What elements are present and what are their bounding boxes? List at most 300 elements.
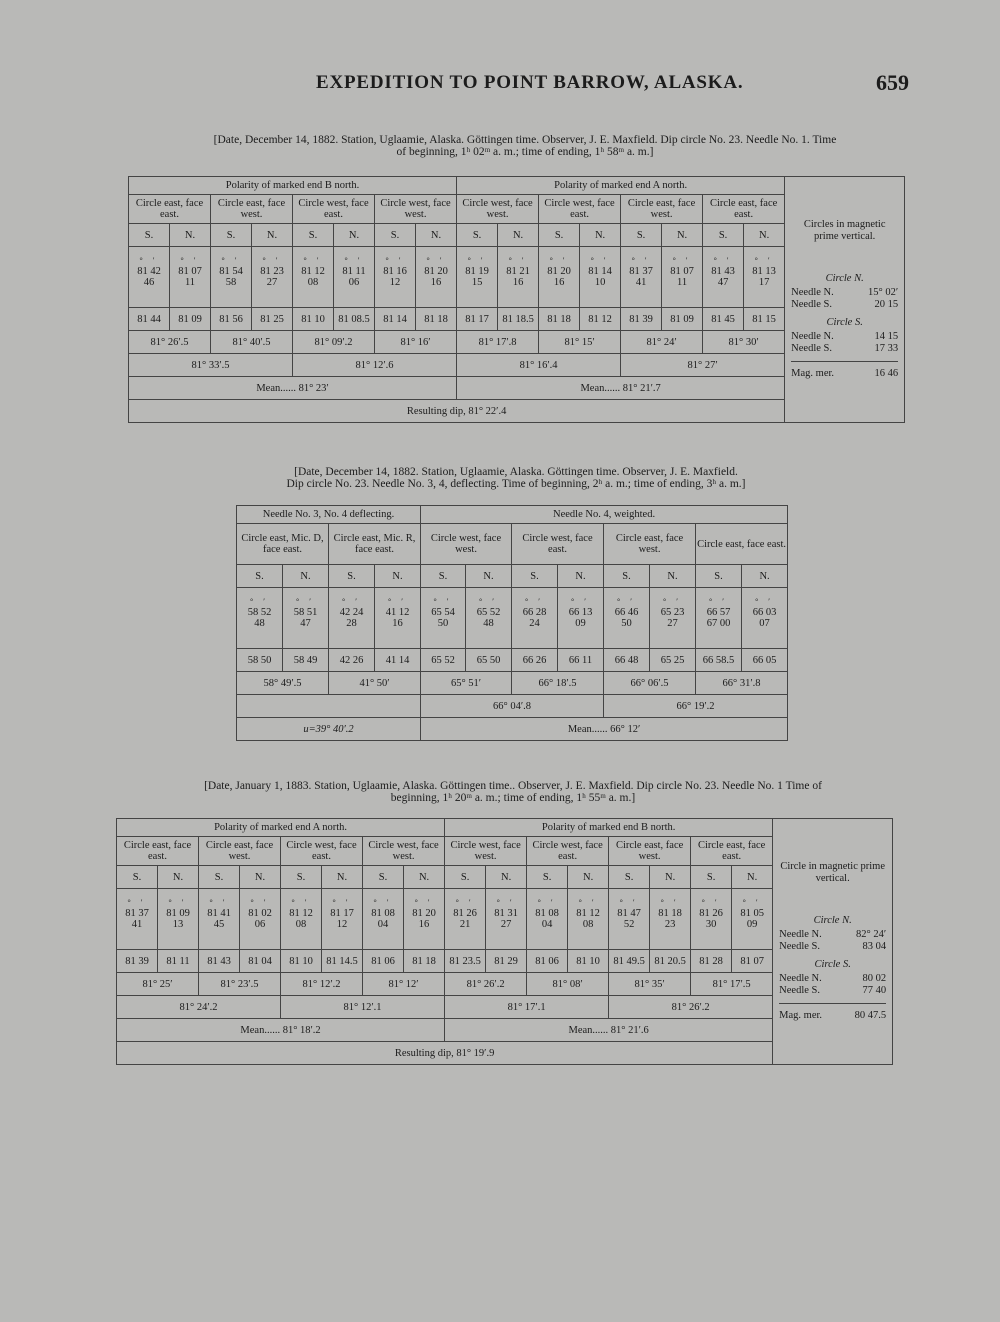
raw-reading-top: 41 12: [385, 607, 410, 618]
raw-reading-top: 81 18: [658, 908, 682, 919]
raw-reading-top: 81 54: [219, 266, 243, 277]
side-label: Needle N.: [791, 287, 834, 298]
pair-mean: 81° 15′: [539, 331, 621, 354]
degree-minute-mark: ° ′: [373, 898, 393, 907]
raw-reading-bottom: 11: [677, 277, 688, 288]
raw-reading-cell: [170, 247, 211, 308]
sn-label: N.: [662, 224, 703, 247]
degree-minute-mark: ° ′: [168, 898, 188, 907]
raw-reading-cell: [486, 889, 527, 950]
group-header: Needle No. 3, No. 4 deflecting.: [237, 506, 421, 524]
sn-label: S.: [211, 224, 252, 247]
raw-reading-top: 65 54: [431, 607, 455, 618]
sn-label: S.: [375, 224, 416, 247]
sn-label: S.: [609, 866, 650, 889]
side-title: Circles in magnetic prime vertical.: [803, 219, 886, 242]
raw-reading-top: 81 20: [424, 266, 448, 277]
side-value: 17 33: [874, 343, 899, 354]
raw-reading-bottom: 67 00: [706, 618, 731, 629]
raw-reading-cell: [199, 889, 240, 950]
position-header: Circle east, face east.: [129, 195, 211, 224]
resulting-dip: Resulting dip, 81° 22′.4: [129, 400, 785, 423]
mean-row: [237, 718, 788, 741]
pair-mean: 66° 31′.8: [696, 672, 788, 695]
running-title: EXPEDITION TO POINT BARROW, ALASKA.: [316, 72, 744, 93]
sn-label: S.: [539, 224, 580, 247]
raw-reading-cell: [512, 588, 558, 649]
degree-minute-mark: ° ′: [332, 898, 352, 907]
position-header: Circle east, face west.: [621, 195, 703, 224]
position-header: Circle east, face east.: [117, 837, 199, 866]
sn-label: S.: [512, 565, 558, 588]
prime-vertical-panel: [773, 819, 893, 1065]
average-reading: 65 25: [650, 649, 696, 672]
raw-reading-cell: [662, 247, 703, 308]
average-reading: 81 39: [117, 950, 158, 973]
side-row: [791, 287, 898, 299]
mean-value: Mean...... 81° 21′.7: [457, 377, 785, 400]
raw-reading-cell: [281, 889, 322, 950]
raw-reading-top: 81 19: [465, 266, 489, 277]
raw-reading-cell: [498, 247, 539, 308]
raw-reading-top: 42 24: [339, 607, 364, 618]
raw-reading-top: 81 37: [125, 908, 149, 919]
raw-reading-top: 81 13: [752, 266, 776, 277]
raw-reading-top: 81 41: [207, 908, 231, 919]
resulting-dip: Resulting dip, 81° 19′.9: [117, 1042, 773, 1065]
side-row: [779, 973, 886, 985]
raw-reading-bottom: 27: [667, 618, 678, 629]
sn-label: S.: [129, 224, 170, 247]
average-reading: 81 08.5: [334, 308, 375, 331]
raw-readings-row: [237, 588, 788, 649]
position-header: Circle west, face west.: [457, 195, 539, 224]
section3-caption: [118, 780, 908, 804]
raw-reading-bottom: 07: [759, 618, 770, 629]
sn-label: S.: [293, 224, 334, 247]
raw-reading-top: 81 09: [166, 908, 190, 919]
raw-reading-top: 81 12: [576, 908, 600, 919]
degree-minute-mark: ° ′: [590, 256, 610, 265]
raw-reading-bottom: 58: [225, 277, 237, 288]
caption-line: beginning, 1ʰ 20ᵐ a. m.; time of ending, 1ʰ 55ᵐ a. m.]: [390, 792, 636, 804]
average-reading: 81 43: [199, 950, 240, 973]
sn-label: S.: [421, 565, 466, 588]
degree-minute-mark: ° ′: [221, 256, 241, 265]
side-circle-label: Circle N.: [825, 273, 864, 284]
raw-reading-bottom: 10: [594, 277, 606, 288]
side-value: 80 47.5: [854, 1010, 887, 1021]
pair-mean: 81° 17′.8: [457, 331, 539, 354]
raw-reading-cell: [375, 247, 416, 308]
raw-reading-bottom: 41: [131, 919, 143, 930]
raw-reading-top: 81 05: [740, 908, 764, 919]
side-label: Mag. mer.: [791, 368, 835, 379]
average-reading: 81 15: [744, 308, 785, 331]
raw-reading-cell: [158, 889, 199, 950]
degree-minute-mark: ° ′: [303, 256, 323, 265]
raw-reading-bottom: 06: [348, 277, 360, 288]
sn-label: N.: [334, 224, 375, 247]
degree-minute-mark: ° ′: [660, 898, 680, 907]
degree-minute-mark: ° ′: [617, 597, 636, 606]
raw-reading-cell: [117, 889, 158, 950]
position-header: Circle east, face west.: [609, 837, 691, 866]
position-header: Circle east, face east.: [696, 524, 788, 565]
page-number: 659: [876, 70, 909, 95]
raw-reading-bottom: 16: [553, 277, 565, 288]
degree-minute-mark: ° ′: [344, 256, 364, 265]
raw-reading-top: 66 46: [614, 607, 639, 618]
raw-reading-bottom: 09: [575, 618, 586, 629]
raw-reading-bottom: 16: [512, 277, 524, 288]
raw-reading-cell: [650, 889, 691, 950]
pair-mean: 41° 50′: [329, 672, 421, 695]
polarity-header: Polarity of marked end B north.: [445, 819, 773, 837]
raw-reading-top: 58 52: [247, 607, 272, 618]
raw-reading-top: 81 31: [494, 908, 518, 919]
side-row: [779, 985, 886, 997]
sn-label: N.: [650, 565, 696, 588]
degree-minute-mark: ° ′: [342, 597, 361, 606]
raw-reading-top: 65 52: [476, 607, 501, 618]
raw-reading-cell: [329, 588, 375, 649]
prime-vertical-panel: [785, 177, 905, 423]
raw-reading-top: 81 20: [412, 908, 436, 919]
raw-reading-bottom: 08: [307, 277, 319, 288]
position-header: Circle west, face east.: [512, 524, 604, 565]
side-value: 77 40: [862, 985, 887, 996]
position-header: Circle east, face east.: [691, 837, 773, 866]
position-header: Circle west, face east.: [539, 195, 621, 224]
raw-reading-bottom: 16: [392, 618, 403, 629]
raw-reading-bottom: 16: [430, 277, 442, 288]
group-header: Needle No. 4, weighted.: [421, 506, 788, 524]
position-header: Circle east, face west.: [604, 524, 696, 565]
raw-reading-cell: [539, 247, 580, 308]
raw-reading-cell: [252, 247, 293, 308]
side-label: Needle S.: [791, 299, 832, 310]
sn-label: N.: [568, 866, 609, 889]
degree-minute-mark: ° ′: [672, 256, 692, 265]
dip-table-dec-14-deflecting: [236, 505, 788, 741]
raw-reading-cell: [211, 247, 252, 308]
raw-reading-top: 81 02: [248, 908, 272, 919]
average-reading: 81 14.5: [322, 950, 363, 973]
raw-reading-bottom: 50: [437, 618, 449, 629]
degree-minute-mark: ° ′: [467, 256, 487, 265]
side-label: Needle N.: [779, 929, 822, 940]
average-reading: 81 09: [170, 308, 211, 331]
average-reading: 81 18: [539, 308, 580, 331]
raw-reading-cell: [445, 889, 486, 950]
raw-reading-top: 81 20: [547, 266, 571, 277]
average-reading: 42 26: [329, 649, 375, 672]
degree-minute-mark: ° ′: [426, 256, 446, 265]
side-label: Mag. mer.: [779, 1010, 823, 1021]
sn-label: S.: [363, 866, 404, 889]
side-value: 82° 24′: [856, 929, 887, 940]
side-row: [791, 299, 898, 311]
sn-label: S.: [457, 224, 498, 247]
side-label: Needle N.: [779, 973, 822, 984]
pair-mean: 81° 40′.5: [211, 331, 293, 354]
raw-reading-top: 81 16: [383, 266, 407, 277]
average-reading: 66 48: [604, 649, 650, 672]
sn-label: N.: [240, 866, 281, 889]
raw-reading-top: 81 43: [711, 266, 735, 277]
degree-minute-mark: ° ′: [139, 256, 159, 265]
degree-minute-mark: ° ′: [701, 898, 721, 907]
degree-minute-mark: ° ′: [663, 597, 682, 606]
quad-mean: 81° 24′.2: [117, 996, 281, 1019]
average-reading: 81 45: [703, 308, 744, 331]
sn-label: S.: [604, 565, 650, 588]
pair-mean: 81° 35′: [609, 973, 691, 996]
position-row: [237, 524, 788, 565]
pair-mean: 81° 08′: [527, 973, 609, 996]
sn-label: N.: [283, 565, 329, 588]
raw-reading-bottom: 12: [389, 277, 401, 288]
sn-label: N.: [404, 866, 445, 889]
degree-minute-mark: ° ′: [619, 898, 639, 907]
raw-reading-bottom: 15: [471, 277, 483, 288]
average-reading: 81 18: [416, 308, 457, 331]
raw-reading-bottom: 21: [459, 919, 471, 930]
average-reading: 58 50: [237, 649, 283, 672]
sn-label: S.: [527, 866, 568, 889]
pair-mean: 81° 25′: [117, 973, 199, 996]
pair-mean: 81° 30′: [703, 331, 785, 354]
side-value: 20 15: [874, 299, 899, 310]
degree-minute-mark: ° ′: [537, 898, 557, 907]
average-reading: 81 09: [662, 308, 703, 331]
raw-reading-cell: [580, 247, 621, 308]
dip-table-dec-14-needle-1: [128, 176, 905, 423]
degree-minute-mark: ° ′: [496, 898, 516, 907]
degree-minute-mark: ° ′: [755, 597, 775, 606]
sn-label: S.: [199, 866, 240, 889]
position-header: Circle west, face west.: [445, 837, 527, 866]
sn-label: S.: [445, 866, 486, 889]
mean-value: Mean...... 81° 18′.2: [117, 1019, 445, 1042]
sn-label: N.: [744, 224, 785, 247]
raw-reading-bottom: 28: [346, 618, 357, 629]
raw-reading-bottom: 41: [635, 277, 647, 288]
raw-reading-bottom: 17: [758, 277, 770, 288]
pair-mean: 81° 12′: [363, 973, 445, 996]
average-reading: 58 49: [283, 649, 329, 672]
caption-line: of beginning, 1ʰ 02ᵐ a. m.; time of ending, 1ʰ 58ᵐ a. m.]: [396, 146, 654, 158]
side-circle-label: Circle S.: [826, 317, 863, 328]
position-header: Circle west, face west.: [421, 524, 512, 565]
sn-label: N.: [558, 565, 604, 588]
side-circle-label: Circle S.: [814, 959, 851, 970]
quad-mean: 66° 04′.8: [421, 695, 604, 718]
pair-means-row: [237, 672, 788, 695]
average-reading: 66 05: [742, 649, 788, 672]
quad-mean: 81° 26′.2: [609, 996, 773, 1019]
page-header: [0, 70, 1000, 110]
average-reading: 81 10: [281, 950, 322, 973]
average-reading: 81 28: [691, 950, 732, 973]
raw-reading-top: 81 37: [629, 266, 653, 277]
mean-value: Mean...... 81° 21′.6: [445, 1019, 773, 1042]
average-reading: 81 06: [363, 950, 404, 973]
raw-reading-top: 81 42: [137, 266, 161, 277]
raw-reading-top: 58 51: [293, 607, 318, 618]
sn-label: N.: [498, 224, 539, 247]
average-reading: 65 50: [466, 649, 512, 672]
raw-reading-cell: [604, 588, 650, 649]
side-row: [791, 343, 898, 355]
pair-mean: 65° 51′: [421, 672, 512, 695]
raw-reading-bottom: 27: [500, 919, 512, 930]
side-label: Needle S.: [791, 343, 832, 354]
side-value: 83 04: [862, 941, 887, 952]
quad-mean: 81° 17′.1: [445, 996, 609, 1019]
average-reading: 81 11: [158, 950, 199, 973]
degree-minute-mark: ° ′: [388, 597, 407, 606]
pair-mean: 81° 23′.5: [199, 973, 281, 996]
raw-reading-bottom: 47: [300, 618, 311, 629]
raw-reading-cell: [732, 889, 773, 950]
pair-mean: 58° 49′.5: [237, 672, 329, 695]
sn-label: N.: [732, 866, 773, 889]
degree-minute-mark: ° ′: [127, 898, 147, 907]
degree-minute-mark: ° ′: [631, 256, 651, 265]
average-reading: 81 49.5: [609, 950, 650, 973]
average-reading: 81 06: [527, 950, 568, 973]
raw-reading-cell: [696, 588, 742, 649]
raw-reading-top: 81 08: [371, 908, 395, 919]
raw-reading-top: 81 14: [588, 266, 612, 277]
quad-mean: 81° 27′: [621, 354, 785, 377]
polarity-header: Polarity of marked end B north.: [129, 177, 457, 195]
degree-minute-mark: ° ′: [209, 898, 229, 907]
side-row: [779, 929, 886, 941]
degree-minute-mark: ° ′: [250, 597, 269, 606]
degree-minute-mark: ° ′: [479, 597, 498, 606]
sn-label: S.: [621, 224, 662, 247]
raw-reading-cell: [416, 247, 457, 308]
quad-means-row: [237, 695, 788, 718]
raw-reading-cell: [650, 588, 696, 649]
mean-value: Mean...... 66° 12′: [421, 718, 788, 741]
quad-mean: 66° 19′.2: [604, 695, 788, 718]
pair-mean: 81° 12′.2: [281, 973, 363, 996]
average-reading: 81 14: [375, 308, 416, 331]
degree-minute-mark: ° ′: [455, 898, 475, 907]
degree-minute-mark: ° ′: [525, 597, 544, 606]
average-reading: 66 26: [512, 649, 558, 672]
raw-reading-cell: [742, 588, 788, 649]
raw-reading-cell: [237, 588, 283, 649]
average-reading: 81 39: [621, 308, 662, 331]
raw-reading-cell: [240, 889, 281, 950]
average-reading: 81 29: [486, 950, 527, 973]
average-reading: 81 07: [732, 950, 773, 973]
position-header: Circle east, face west.: [199, 837, 281, 866]
position-header: Circle west, face west.: [363, 837, 445, 866]
raw-reading-cell: [283, 588, 329, 649]
raw-reading-bottom: 27: [266, 277, 278, 288]
raw-reading-top: 81 23: [260, 266, 284, 277]
raw-reading-top: 81 47: [617, 908, 641, 919]
averages-row: [237, 649, 788, 672]
raw-reading-cell: [609, 889, 650, 950]
caption-line: [Date, January 1, 1883. Station, Uglaamie, Alaska. Göttingen time.. Observer, J. E. Maxfield. Dip circle No. 23. Needle No. 1 Time of: [204, 780, 822, 792]
average-reading: 66 11: [558, 649, 604, 672]
side-circle-label: Circle N.: [813, 915, 852, 926]
raw-reading-top: 66 28: [522, 607, 547, 618]
average-reading: 81 10: [568, 950, 609, 973]
degree-minute-mark: ° ′: [742, 898, 762, 907]
raw-reading-cell: [322, 889, 363, 950]
average-reading: 81 04: [240, 950, 281, 973]
raw-reading-cell: [466, 588, 512, 649]
sn-label: N.: [742, 565, 788, 588]
sn-label: N.: [322, 866, 363, 889]
raw-reading-bottom: 16: [418, 919, 430, 930]
pair-mean: 81° 26′.2: [445, 973, 527, 996]
quad-mean: 81° 12′.1: [281, 996, 445, 1019]
raw-reading-top: 81 26: [699, 908, 723, 919]
raw-reading-cell: [404, 889, 445, 950]
pair-mean: 81° 16′: [375, 331, 457, 354]
average-reading: 41 14: [375, 649, 421, 672]
raw-reading-top: 66 03: [752, 607, 777, 618]
raw-reading-bottom: 13: [172, 919, 184, 930]
raw-reading-cell: [568, 889, 609, 950]
side-label: Needle S.: [779, 985, 820, 996]
raw-reading-cell: [691, 889, 732, 950]
degree-minute-mark: ° ′: [549, 256, 569, 265]
caption-line: [Date, December 14, 1882. Station, Uglaamie, Alaska. Göttingen time. Observer, J. E. Maxfield. Dip circle No. 23. Needle No. 1. Time: [213, 134, 837, 146]
sn-label: S.: [696, 565, 742, 588]
raw-reading-cell: [363, 889, 404, 950]
degree-minute-mark: ° ′: [713, 256, 733, 265]
sn-label: N.: [466, 565, 512, 588]
position-header: Circle west, face east.: [293, 195, 375, 224]
average-reading: 81 17: [457, 308, 498, 331]
degree-minute-mark: ° ′: [433, 597, 453, 606]
raw-reading-top: 81 12: [301, 266, 325, 277]
sn-label: S.: [691, 866, 732, 889]
position-header: Circle west, face west.: [375, 195, 457, 224]
raw-reading-top: 66 13: [568, 607, 593, 618]
raw-reading-top: 66 57: [706, 607, 731, 618]
side-row: [791, 331, 898, 343]
pair-mean: 81° 09′.2: [293, 331, 375, 354]
raw-reading-top: 81 07: [178, 266, 202, 277]
side-value: 16 46: [874, 368, 899, 379]
position-header: Circle east, face east.: [703, 195, 785, 224]
pair-mean: 66° 18′.5: [512, 672, 604, 695]
raw-reading-top: 81 26: [453, 908, 477, 919]
raw-reading-cell: [621, 247, 662, 308]
side-row: [791, 361, 898, 380]
sn-label: N.: [252, 224, 293, 247]
side-value: 14 15: [874, 331, 899, 342]
sn-label: S.: [703, 224, 744, 247]
raw-reading-bottom: 09: [746, 919, 758, 930]
sn-label: N.: [158, 866, 199, 889]
pair-mean: 81° 17′.5: [691, 973, 773, 996]
polarity-text: Polarity of marked end A north.: [214, 822, 348, 833]
raw-reading-bottom: 04: [541, 919, 553, 930]
average-reading: 81 20.5: [650, 950, 691, 973]
